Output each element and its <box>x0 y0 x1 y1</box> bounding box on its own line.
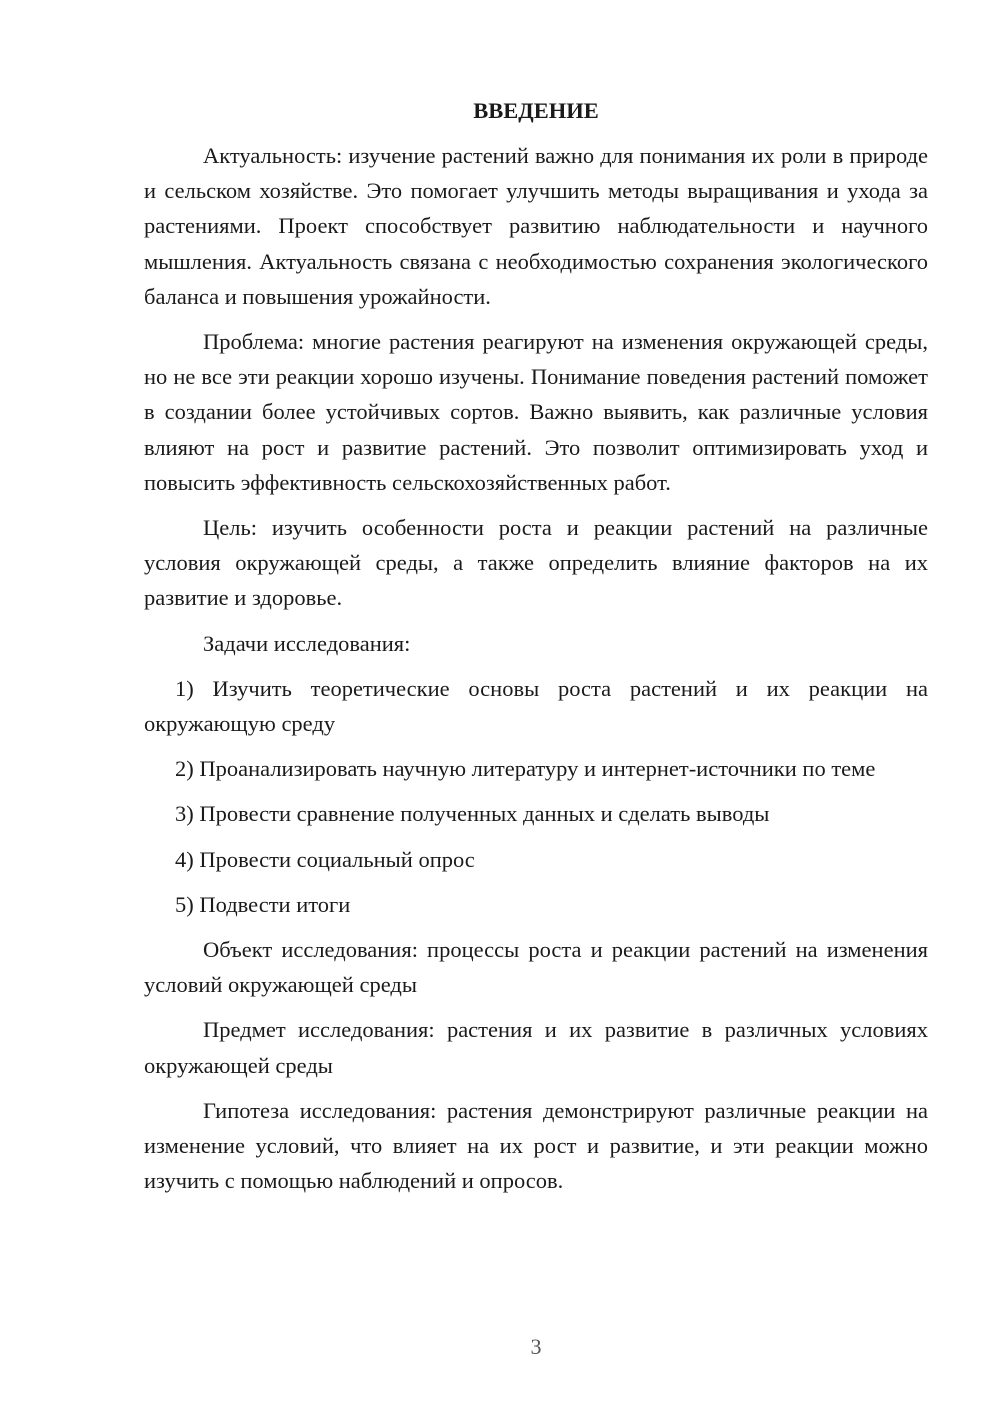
paragraph-object: Объект исследования: процессы роста и реакции растений на изменения условий окружающей среды <box>144 937 928 998</box>
paragraph-hypothesis: Гипотеза исследования: растения демонстрируют различные реакции на изменение условий, что влияет на их рост и развитие, и эти реакции можно изучить с помощью наблюдений и опросов. <box>144 1097 928 1194</box>
task-item: 1) Изучить теоретические основы роста растений и их реакции на окружающую среду <box>144 675 928 737</box>
document-page <box>144 96 928 1208</box>
tasks-list <box>144 671 928 922</box>
paragraph-subject: Предмет исследования: растения и их развитие в различных условиях окружающей среды <box>144 1017 928 1078</box>
task-item: 4) Провести социальный опрос <box>175 846 475 872</box>
tasks-heading: Задачи исследования: <box>203 630 411 656</box>
paragraph-problem: Проблема: многие растения реагируют на изменения окружающей среды, но не все эти реакции хорошо изучены. Понимание поведения растений поможет в создании более устойчивых сортов. Важно выявить, как различные условия влияют на рост и развитие растений. Это позволит оптимизировать уход и повысить эффективность сельскохозяйственных работ. <box>144 329 928 495</box>
section-heading: ВВЕДЕНИЕ <box>473 98 599 123</box>
page-number: 3 <box>530 1334 542 1359</box>
paragraph-goal: Цель: изучить особенности роста и реакции растений на различные условия окружающей среды, а также определить влияние факторов на их развитие и здоровье. <box>144 515 928 611</box>
paragraph-relevance: Актуальность: изучение растений важно для понимания их роли в природе и сельском хозяйстве. Это помогает улучшить методы выращивания и ухода за растениями. Проект способствует развитию наблюдательности и научного мышления. Актуальность связана с необходимостью сохранения экологического баланса и повышения урожайности. <box>144 143 928 309</box>
task-item: 2) Проанализировать научную литературу и интернет-источники по теме <box>175 756 876 782</box>
task-item: 5) Подвести итоги <box>175 891 351 917</box>
task-item: 3) Провести сравнение полученных данных и сделать выводы <box>175 801 770 827</box>
